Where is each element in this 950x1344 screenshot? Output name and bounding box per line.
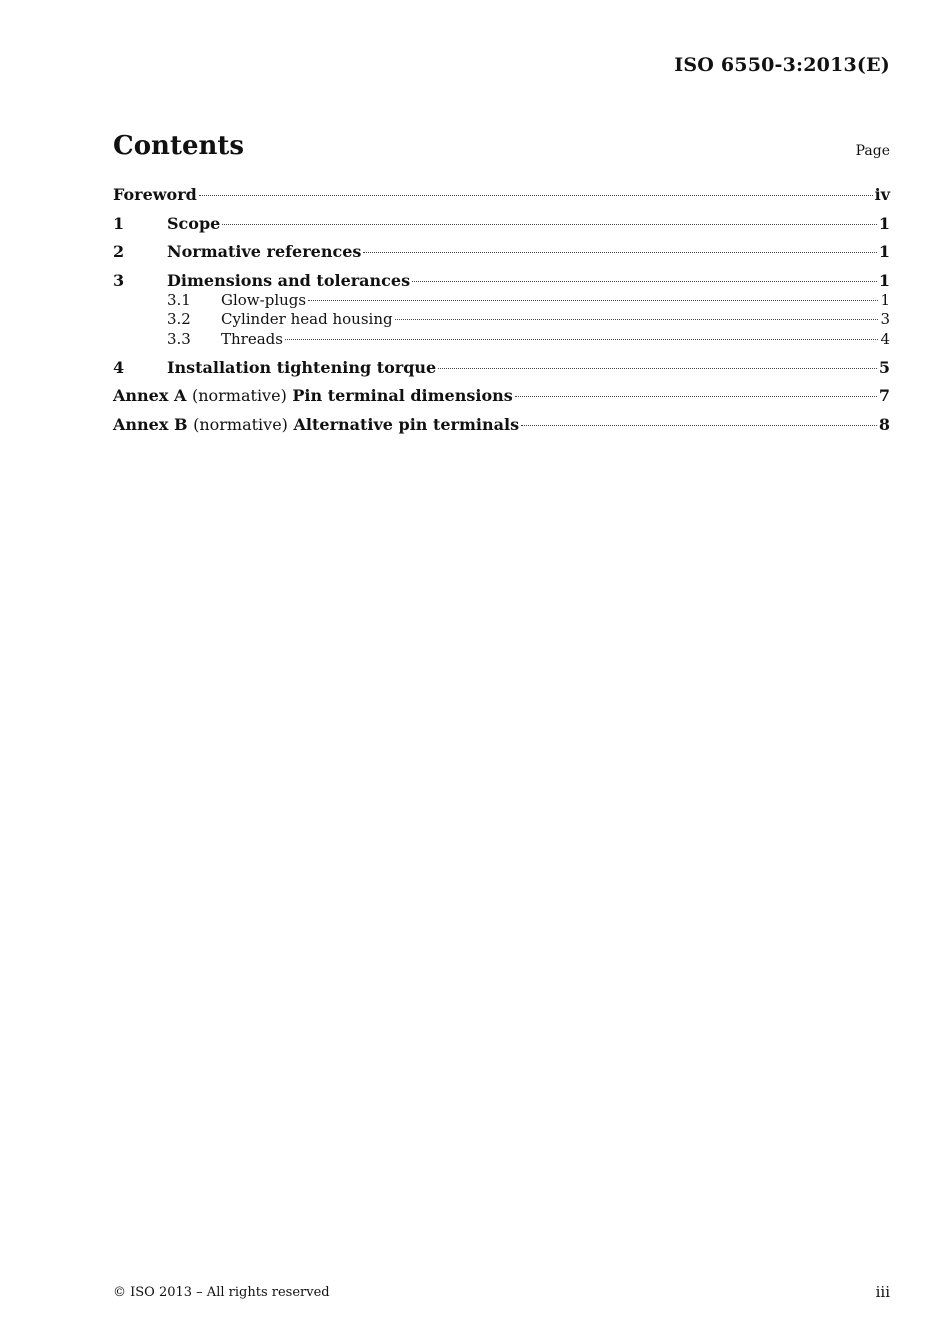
toc-entry-page: 8 bbox=[878, 414, 890, 434]
toc-entry-glow-plugs[interactable] bbox=[113, 291, 890, 311]
toc-entry-page: 7 bbox=[878, 386, 890, 405]
toc-entry-title: Scope bbox=[167, 213, 221, 233]
contents-title: Contents bbox=[113, 131, 245, 161]
toc-entry-title bbox=[113, 386, 513, 406]
toc-entry-annex-b[interactable] bbox=[113, 415, 890, 435]
toc-dot-leader bbox=[222, 224, 877, 225]
toc-entry-title: Foreword bbox=[113, 185, 197, 204]
toc-entry-number: 3 bbox=[113, 270, 125, 290]
toc-entry-title: Glow-plugs bbox=[221, 290, 307, 309]
toc-entry-number: 3.2 bbox=[167, 310, 191, 328]
toc-entry-page: 5 bbox=[878, 357, 890, 377]
annex-type: (normative) bbox=[193, 414, 288, 434]
toc-entry-installation-torque[interactable] bbox=[113, 358, 890, 378]
toc-entry-page: 1 bbox=[878, 242, 890, 261]
toc-dot-leader bbox=[438, 368, 877, 369]
page-column-heading: Page bbox=[855, 143, 890, 159]
toc-dot-leader bbox=[521, 425, 877, 426]
annex-title: Pin terminal dimensions bbox=[292, 386, 513, 405]
toc-entry-annex-a[interactable] bbox=[113, 386, 890, 406]
page-number: iii bbox=[875, 1283, 890, 1301]
toc-entry-normative-references[interactable] bbox=[113, 242, 890, 262]
toc-entry-threads[interactable] bbox=[113, 330, 890, 350]
toc-entry-number: 3.3 bbox=[167, 329, 191, 348]
toc-entry-page: 1 bbox=[880, 290, 890, 309]
toc-dot-leader bbox=[285, 339, 878, 340]
toc-dot-leader bbox=[412, 281, 877, 282]
toc-entry-title bbox=[113, 415, 519, 435]
toc-entry-number: 1 bbox=[113, 213, 125, 233]
toc-entry-page: iv bbox=[874, 185, 890, 204]
toc-dot-leader bbox=[363, 252, 876, 253]
toc-entry-title: Cylinder head housing bbox=[221, 310, 393, 328]
toc-entry-page: 1 bbox=[878, 270, 890, 290]
toc-entry-number: 3.1 bbox=[167, 290, 191, 309]
toc-entry-title: Installation tightening torque bbox=[167, 357, 437, 377]
toc-entry-scope[interactable] bbox=[113, 214, 890, 234]
toc-entry-foreword[interactable] bbox=[113, 185, 890, 205]
toc-dot-leader bbox=[199, 195, 873, 196]
toc-entry-title: Threads bbox=[221, 329, 283, 348]
annex-label: Annex B bbox=[113, 414, 188, 434]
toc-dot-leader bbox=[515, 396, 877, 397]
toc-entry-page: 3 bbox=[880, 310, 890, 328]
toc-dot-leader bbox=[395, 319, 879, 320]
toc-dot-leader bbox=[308, 300, 878, 301]
table-of-contents bbox=[113, 185, 890, 443]
annex-title: Alternative pin terminals bbox=[293, 414, 520, 434]
toc-entry-number: 2 bbox=[113, 242, 125, 261]
toc-entry-page: 4 bbox=[880, 329, 890, 348]
toc-entry-dimensions[interactable] bbox=[113, 271, 890, 291]
toc-entry-title: Dimensions and tolerances bbox=[167, 270, 411, 290]
toc-entry-page: 1 bbox=[878, 213, 890, 233]
annex-type: (normative) bbox=[191, 386, 287, 405]
annex-label: Annex A bbox=[113, 386, 187, 405]
toc-entry-cylinder-head-housing[interactable] bbox=[113, 310, 890, 330]
copyright-notice: © ISO 2013 – All rights reserved bbox=[113, 1285, 330, 1300]
toc-entry-title: Normative references bbox=[167, 242, 362, 261]
toc-entry-number: 4 bbox=[113, 357, 125, 377]
document-id: ISO 6550-3:2013(E) bbox=[674, 54, 890, 76]
